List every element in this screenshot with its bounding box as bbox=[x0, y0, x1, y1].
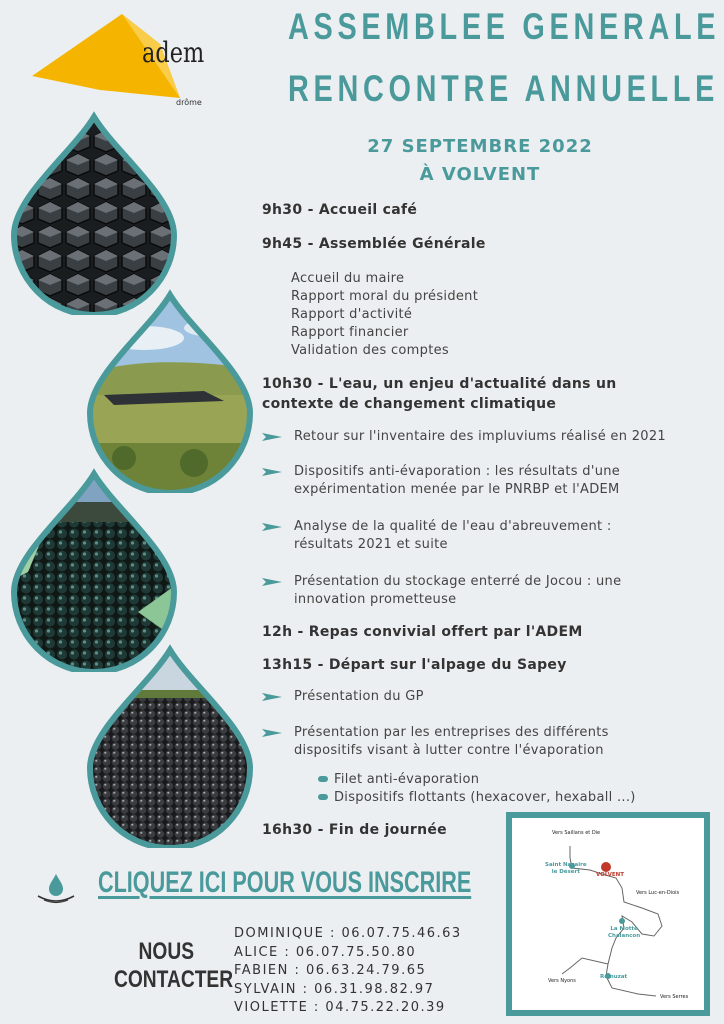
program-item-depart: 13h15 - Départ sur l'alpage du Sapey bbox=[262, 657, 567, 673]
map-label: La Motte Chalancon bbox=[608, 926, 641, 939]
water-drop-icon bbox=[34, 872, 78, 910]
date-line-1: 27 SEPTEMBRE 2022 bbox=[367, 136, 593, 157]
alpage-bullet-2: Présentation par les entreprises des différents dispositifs visant à lutter contre l'évaporation bbox=[262, 724, 609, 760]
ag-subitem: Validation des comptes bbox=[291, 343, 449, 358]
eau-bullet-1: Retour sur l'inventaire des impluviums réalisé en 2021 bbox=[262, 428, 666, 446]
eau-line-1: 10h30 - L'eau, un enjeu d'actualité dans un bbox=[262, 376, 617, 392]
program-item-fin: 16h30 - Fin de journée bbox=[262, 822, 447, 838]
logo-name: adem bbox=[142, 36, 205, 69]
location-map[interactable] bbox=[506, 812, 710, 1016]
register-link[interactable]: CLIQUEZ ICI POUR VOUS INSCRIRE bbox=[98, 866, 472, 899]
ag-subitem: Rapport d'activité bbox=[291, 307, 413, 322]
title-line-2: RENCONTRE ANNUELLE bbox=[288, 68, 720, 109]
map-label: Vers Saillans et Die bbox=[552, 830, 601, 836]
contact-line: SYLVAIN : 06.31.98.82.97 bbox=[234, 981, 435, 997]
logo-sub: drôme bbox=[176, 98, 202, 107]
contact-line: DOMINIQUE : 06.07.75.46.63 bbox=[234, 926, 462, 941]
map-label: Vers Serres bbox=[660, 994, 689, 1000]
contact-line: VIOLETTE : 04.75.22.20.39 bbox=[234, 1000, 446, 1015]
eau-bullet-2: Dispositifs anti-évaporation : les résultats d'une expérimentation menée par le PNRBP et l'ADEM bbox=[262, 463, 620, 499]
photo-drop-4 bbox=[84, 638, 256, 852]
program-item-eau bbox=[262, 374, 617, 414]
eau-line-2: contexte de changement climatique bbox=[262, 396, 557, 412]
contact-line: ALICE : 06.07.75.50.80 bbox=[234, 944, 417, 960]
ag-subitem: Rapport financier bbox=[291, 325, 409, 340]
bullet-dot-icon bbox=[318, 776, 328, 782]
program-item-repas: 12h - Repas convivial offert par l'ADEM bbox=[262, 624, 583, 640]
arrow-icon bbox=[262, 428, 284, 442]
eau-bullet-4: Présentation du stockage enterré de Jocou : une innovation prometteuse bbox=[262, 573, 621, 609]
arrow-icon bbox=[262, 688, 284, 702]
title-line-1: ASSEMBLEE GENERALE bbox=[288, 6, 721, 47]
contact-list bbox=[234, 925, 462, 1018]
alpage-bullet-1: Présentation du GP bbox=[262, 688, 424, 706]
date-line-2: À VOLVENT bbox=[419, 164, 541, 185]
alpage-subitems bbox=[318, 770, 636, 806]
map-label: Saint Nazaire le Désert bbox=[545, 862, 587, 875]
map-label: VOLVENT bbox=[596, 872, 624, 878]
program-item-accueil: 9h30 - Accueil café bbox=[262, 202, 418, 218]
arrow-icon bbox=[262, 518, 284, 532]
bullet-dot-icon bbox=[318, 794, 328, 800]
program-item-ag: 9h45 - Assemblée Générale bbox=[262, 236, 486, 252]
map-label: Vers Nyons bbox=[548, 978, 576, 984]
ag-subitem: Accueil du maire bbox=[291, 271, 405, 286]
map-label: Rémuzat bbox=[600, 974, 628, 980]
map-label: Vers Luc-en-Diois bbox=[636, 890, 680, 896]
alpage-subitem: Filet anti-évaporation bbox=[318, 770, 636, 788]
arrow-icon bbox=[262, 724, 284, 738]
contact-title: NOUS CONTACTER bbox=[114, 938, 234, 993]
ag-subitems bbox=[291, 270, 478, 360]
ag-subitem: Rapport moral du président bbox=[291, 289, 479, 304]
arrow-icon bbox=[262, 573, 284, 587]
map-route bbox=[512, 818, 704, 1010]
adem-logo bbox=[30, 8, 210, 108]
alpage-subitem: Dispositifs flottants (hexacover, hexaball ...) bbox=[318, 788, 636, 806]
eau-bullet-3: Analyse de la qualité de l'eau d'abreuvement : résultats 2021 et suite bbox=[262, 518, 612, 554]
arrow-icon bbox=[262, 463, 284, 477]
contact-line: FABIEN : 06.63.24.79.65 bbox=[234, 963, 427, 978]
